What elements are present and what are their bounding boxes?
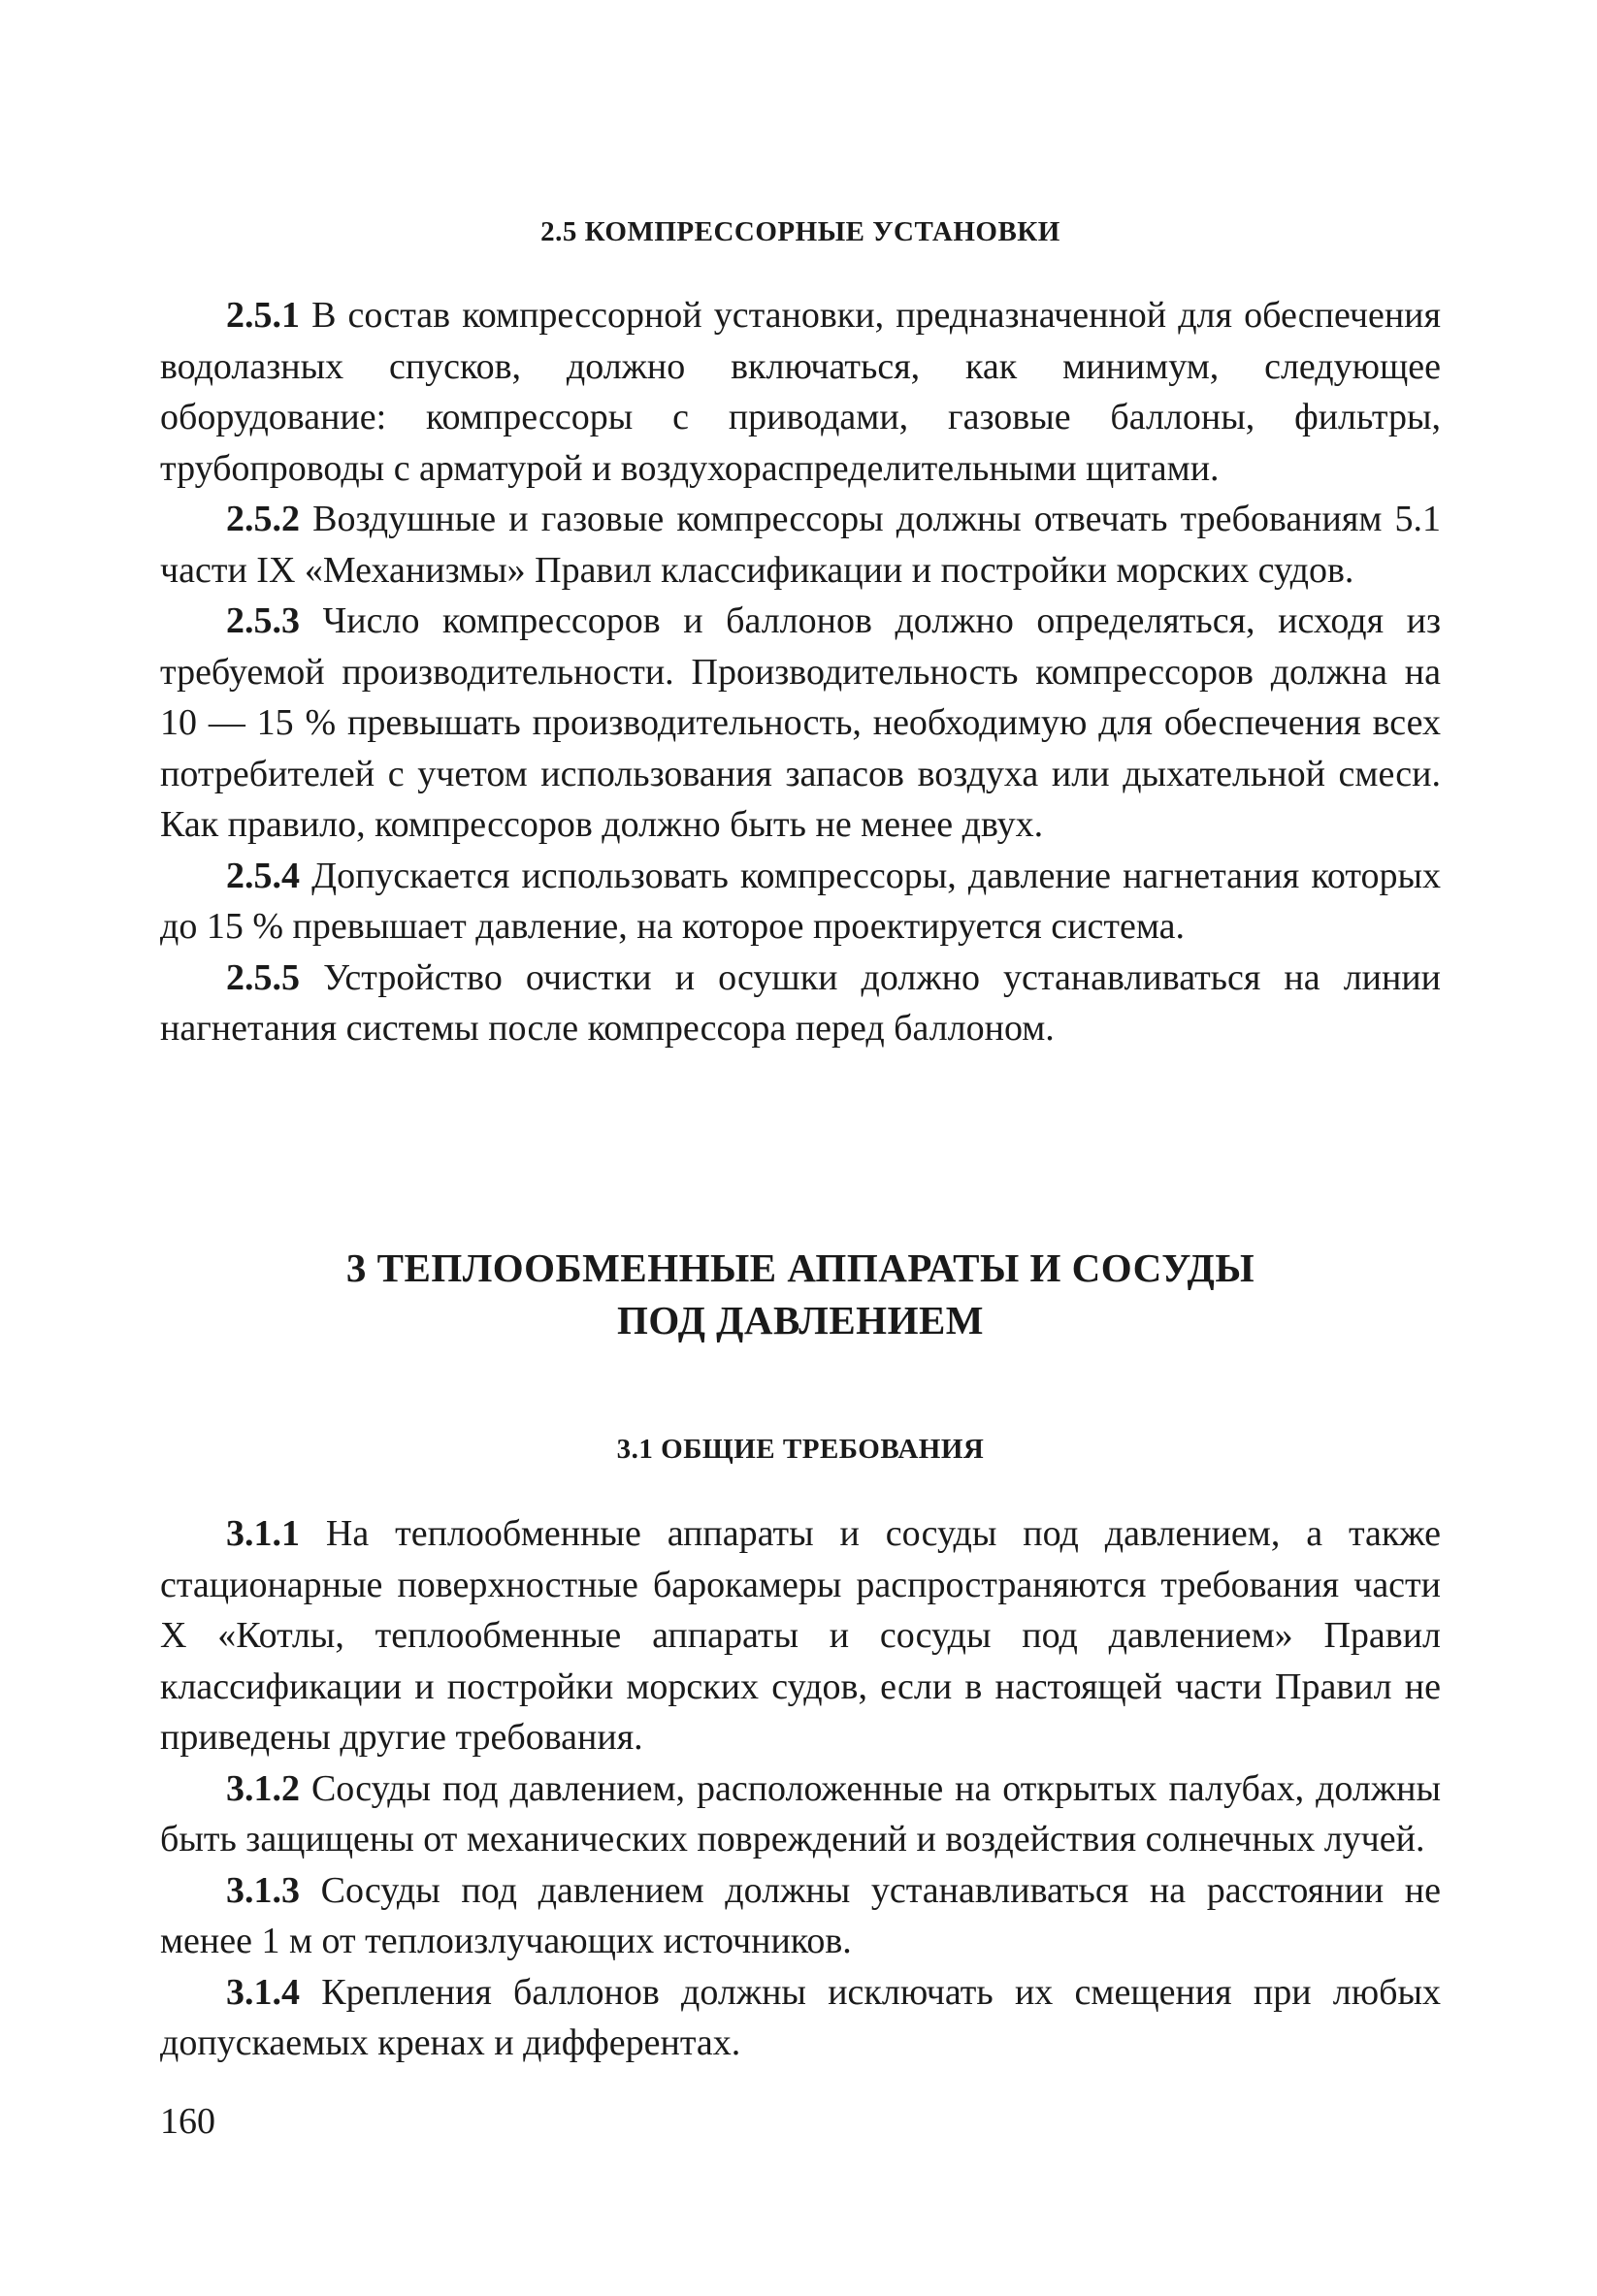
clause-number: 3.1.2: [226, 1767, 300, 1809]
section-heading-2-5: 2.5 КОМПРЕССОРНЫЕ УСТАНОВКИ: [540, 216, 1060, 247]
section-2-5-body: [160, 290, 1441, 1054]
clause-number: 2.5.5: [226, 956, 300, 998]
clause-text: Сосуды под давлением должны устанавливаться на расстоянии не менее 1 м от теплоизлучающих источников.: [160, 1869, 1441, 1961]
clause-number: 2.5.4: [226, 855, 300, 896]
chapter-title-line-2: ПОД ДАВЛЕНИЕМ: [616, 1298, 985, 1342]
paragraph-3-1-4: [160, 1967, 1441, 2069]
clause-text: Допускается использовать компрессоры, давление нагнетания которых до 15 % превышает давление, на которое проектируется система.: [160, 855, 1441, 947]
paragraph-3-1-3: [160, 1865, 1441, 1967]
clause-number: 3.1.3: [226, 1869, 300, 1911]
paragraph-2-5-5: [160, 953, 1441, 1054]
clause-text: Устройство очистки и осушки должно устанавливаться на линии нагнетания системы после компрессора перед баллоном.: [160, 956, 1441, 1049]
chapter-title-line-1: 3 ТЕПЛООБМЕННЫЕ АППАРАТЫ И СОСУДЫ: [345, 1245, 1255, 1290]
clause-number: 2.5.3: [226, 600, 300, 641]
clause-text: Число компрессоров и баллонов должно определяться, исходя из требуемой производительности. Производительность компрессоров должна на 10 — 15 % превышать производительность, необходимую для обеспечения всех потребителей с учетом использования запасов воздуха или дыхательной смеси. Как правило, компрессоров должно быть не менее двух.: [160, 600, 1441, 845]
clause-number: 3.1.4: [226, 1971, 300, 2013]
clause-number: 2.5.2: [226, 499, 300, 539]
paragraph-2-5-3: [160, 596, 1441, 851]
paragraph-2-5-1: [160, 290, 1441, 494]
clause-text: Крепления баллонов должны исключать их смещения при любых допускаемых кренах и дифферентах.: [160, 1971, 1442, 2063]
clause-text: В состав компрессорной установки, предназначенной для обеспечения водолазных спусков, должно включаться, как минимум, следующее оборудование: компрессоры с приводами, газовые баллоны, фильтры, трубопроводы с арматурой и воздухораспределительными щитами.: [160, 295, 1442, 489]
clause-number: 2.5.1: [226, 295, 300, 336]
paragraph-2-5-2: [160, 494, 1441, 596]
paragraph-3-1-1: [160, 1508, 1441, 1763]
paragraph-3-1-2: [160, 1763, 1441, 1865]
section-3-1-body: [160, 1508, 1441, 2069]
section-heading-3-1: 3.1 ОБЩИЕ ТРЕБОВАНИЯ: [616, 1434, 985, 1465]
page-number: 160: [160, 2101, 215, 2142]
clause-number: 3.1.1: [226, 1513, 300, 1554]
chapter-heading-3: [160, 1242, 1441, 1346]
paragraph-2-5-4: [160, 851, 1441, 953]
clause-text: На теплообменные аппараты и сосуды под давлением, а также стационарные поверхностные барокамеры распространяются требования части X «Котлы, теплообменные аппараты и сосуды под давлением» Правил классификации и постройки морских судов, если в настоящей части Правил не приведены другие требования.: [160, 1513, 1442, 1758]
clause-text: Воздушные и газовые компрессоры должны отвечать требованиям 5.1 части IX «Механизмы» Правил классификации и постройки морских судов.: [160, 499, 1441, 591]
clause-text: Сосуды под давлением, расположенные на открытых палубах, должны быть защищены от механических повреждений и воздействия солнечных лучей.: [160, 1767, 1442, 1859]
